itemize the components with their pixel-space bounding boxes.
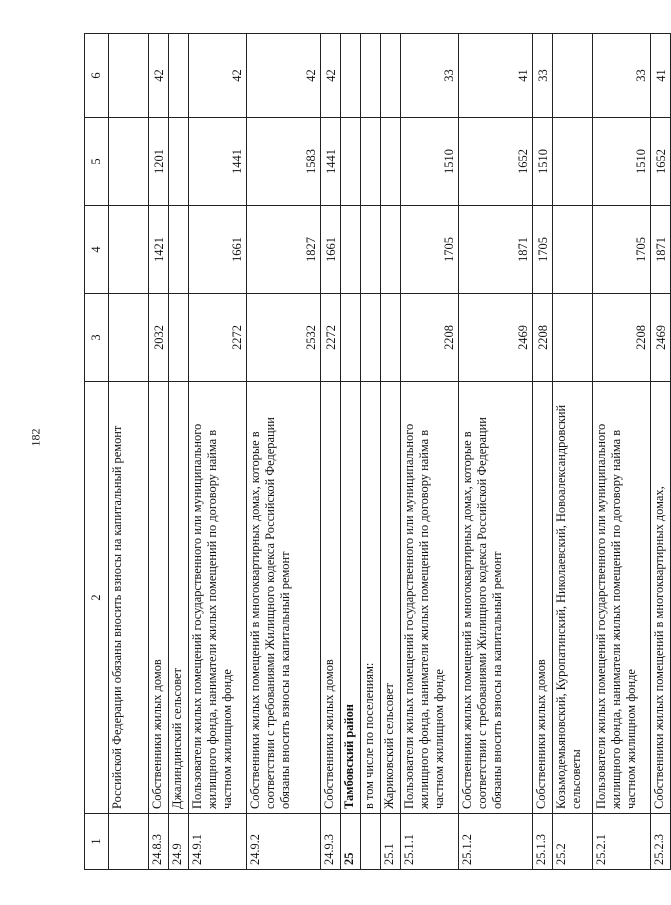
row-value-col3: 2208 <box>533 294 553 382</box>
table-row <box>169 34 189 870</box>
table-row <box>149 34 169 870</box>
row-value-col6: 42 <box>189 34 247 118</box>
row-value-col6: 33 <box>533 34 553 118</box>
rotated-table-container <box>84 34 668 870</box>
column-header: 5 <box>85 118 109 206</box>
row-value-col4 <box>109 206 149 294</box>
row-description: Собственники жилых помещений в многоквартирных домах, <box>651 382 671 814</box>
row-value-col4: 1705 <box>593 206 651 294</box>
table-row <box>459 34 533 870</box>
row-value-col6 <box>169 34 189 118</box>
row-code: 25.1.2 <box>459 814 533 870</box>
row-value-col3: 2469 <box>459 294 533 382</box>
row-code <box>109 814 149 870</box>
row-value-col3 <box>381 294 401 382</box>
column-header-row <box>85 34 109 870</box>
row-value-col6: 33 <box>593 34 651 118</box>
table-row <box>109 34 149 870</box>
row-code: 24.9.3 <box>321 814 341 870</box>
row-value-col5 <box>361 118 381 206</box>
table-row <box>553 34 593 870</box>
row-value-col4: 1705 <box>401 206 459 294</box>
row-value-col4: 1871 <box>651 206 671 294</box>
row-value-col3 <box>361 294 381 382</box>
row-value-col3 <box>109 294 149 382</box>
row-value-col6: 41 <box>459 34 533 118</box>
table-row <box>341 34 361 870</box>
row-value-col5 <box>109 118 149 206</box>
table-row <box>361 34 381 870</box>
row-description: Пользователи жилых помещений государственного или муниципального жилищного фонда, наниматели жилых помещений по договору найма в частном жилищном фонде <box>401 382 459 814</box>
row-value-col3: 2469 <box>651 294 671 382</box>
row-description: Собственники жилых домов <box>321 382 341 814</box>
row-value-col4: 1871 <box>459 206 533 294</box>
table-row <box>651 34 671 870</box>
row-code: 25.1.3 <box>533 814 553 870</box>
row-value-col6 <box>109 34 149 118</box>
table-row <box>321 34 341 870</box>
row-value-col3 <box>341 294 361 382</box>
row-code: 25 <box>341 814 361 870</box>
row-value-col5: 1510 <box>593 118 651 206</box>
table-row <box>593 34 651 870</box>
table-row <box>533 34 553 870</box>
row-value-col4 <box>381 206 401 294</box>
row-value-col3 <box>169 294 189 382</box>
column-header: 1 <box>85 814 109 870</box>
row-value-col3 <box>553 294 593 382</box>
row-description: Собственники жилых помещений в многоквартирных домах, которые в соответствии с требованиями Жилищного кодекса Российской Федерации обязаны вносить взносы на капитальный ремонт <box>247 382 321 814</box>
row-description: Собственники жилых помещений в многоквартирных домах, которые в соответствии с требованиями Жилищного кодекса Российской Федерации обязаны вносить взносы на капитальный ремонт <box>459 382 533 814</box>
row-value-col4: 1661 <box>189 206 247 294</box>
row-code: 25.2 <box>553 814 593 870</box>
row-value-col5: 1510 <box>533 118 553 206</box>
row-code: 24.9.2 <box>247 814 321 870</box>
row-description: Жариковский сельсовет <box>381 382 401 814</box>
page-number: 182 <box>28 428 43 447</box>
row-value-col5 <box>341 118 361 206</box>
row-value-col6 <box>381 34 401 118</box>
row-value-col5: 1652 <box>651 118 671 206</box>
column-header: 3 <box>85 294 109 382</box>
row-value-col6: 33 <box>401 34 459 118</box>
row-value-col5 <box>381 118 401 206</box>
row-value-col4 <box>553 206 593 294</box>
row-code: 25.1.1 <box>401 814 459 870</box>
row-description: Пользователи жилых помещений государственного или муниципального жилищного фонда, наниматели жилых помещений по договору найма в частном жилищном фонде <box>189 382 247 814</box>
row-value-col5: 1201 <box>149 118 169 206</box>
row-value-col6: 41 <box>651 34 671 118</box>
row-value-col6: 42 <box>247 34 321 118</box>
row-value-col4: 1827 <box>247 206 321 294</box>
row-value-col6 <box>341 34 361 118</box>
row-description: Собственники жилых домов <box>149 382 169 814</box>
column-header: 6 <box>85 34 109 118</box>
table-row <box>247 34 321 870</box>
row-value-col3: 2208 <box>593 294 651 382</box>
row-value-col4: 1705 <box>533 206 553 294</box>
row-value-col3: 2272 <box>321 294 341 382</box>
row-value-col4: 1661 <box>321 206 341 294</box>
row-value-col6: 42 <box>149 34 169 118</box>
row-code: 25.2.3 <box>651 814 671 870</box>
table-row <box>189 34 247 870</box>
row-value-col5: 1510 <box>401 118 459 206</box>
row-description: Козьмодемьяновский, Куропатинский, Николаевский, Новоалександровский сельсоветы <box>553 382 593 814</box>
row-code: 24.8.3 <box>149 814 169 870</box>
row-value-col4 <box>169 206 189 294</box>
row-value-col3: 2208 <box>401 294 459 382</box>
row-code: 24.9.1 <box>189 814 247 870</box>
row-value-col3: 2032 <box>149 294 169 382</box>
row-description: Российской Федерации обязаны вносить взносы на капитальный ремонт <box>109 382 149 814</box>
row-value-col5 <box>169 118 189 206</box>
column-header: 4 <box>85 206 109 294</box>
row-value-col4: 1421 <box>149 206 169 294</box>
row-value-col5: 1652 <box>459 118 533 206</box>
row-description: Тамбовский район <box>341 382 361 814</box>
row-value-col5: 1441 <box>321 118 341 206</box>
row-code: 25.1 <box>381 814 401 870</box>
row-value-col3: 2532 <box>247 294 321 382</box>
row-description: Джалиндинский сельсовет <box>169 382 189 814</box>
row-value-col6: 42 <box>321 34 341 118</box>
row-code <box>361 814 381 870</box>
row-value-col4 <box>361 206 381 294</box>
row-description: Собственники жилых домов <box>533 382 553 814</box>
row-value-col5 <box>553 118 593 206</box>
table-row <box>381 34 401 870</box>
table-row <box>401 34 459 870</box>
row-description: Пользователи жилых помещений государственного или муниципального жилищного фонда, наниматели жилых помещений по договору найма в частном жилищном фонде <box>593 382 651 814</box>
row-value-col6 <box>553 34 593 118</box>
row-code: 25.2.1 <box>593 814 651 870</box>
row-description: в том числе по поселениям: <box>361 382 381 814</box>
row-code: 24.9 <box>169 814 189 870</box>
row-value-col5: 1441 <box>189 118 247 206</box>
tariff-table <box>84 33 671 870</box>
row-value-col5: 1583 <box>247 118 321 206</box>
column-header: 2 <box>85 382 109 814</box>
row-value-col6 <box>361 34 381 118</box>
row-value-col3: 2272 <box>189 294 247 382</box>
row-value-col4 <box>341 206 361 294</box>
